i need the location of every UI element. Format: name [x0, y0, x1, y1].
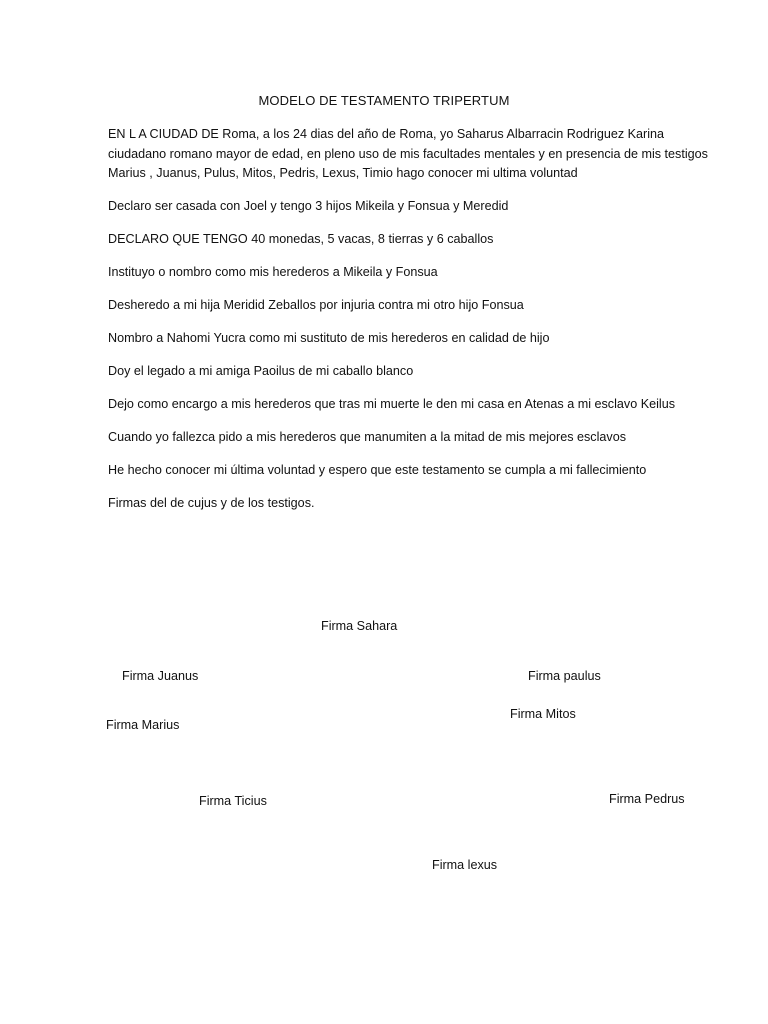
- paragraph-disinheritance: Desheredo a mi hija Meridid Zeballos por injuria contra mi otro hijo Fonsua: [108, 298, 524, 312]
- signature-pedrus: Firma Pedrus: [609, 792, 685, 806]
- paragraph-marriage: Declaro ser casada con Joel y tengo 3 hijos Mikeila y Fonsua y Meredid: [108, 199, 509, 213]
- paragraph-assets: DECLARO QUE TENGO 40 monedas, 5 vacas, 8 tierras y 6 caballos: [108, 232, 494, 246]
- document-body: [108, 125, 708, 527]
- paragraph-signatures-heading: Firmas del de cujus y de los testigos.: [108, 496, 315, 510]
- signature-paulus: Firma paulus: [528, 669, 601, 683]
- signature-mitos: Firma Mitos: [510, 707, 576, 721]
- signature-lexus: Firma lexus: [432, 858, 498, 872]
- signature-sahara: Firma Sahara: [321, 619, 398, 633]
- paragraph-last-will: He hecho conocer mi última voluntad y espero que este testamento se cumpla a mi fallecimiento: [108, 463, 647, 477]
- signature-juanus: Firma Juanus: [122, 669, 199, 683]
- paragraph-intro: EN L A CIUDAD DE Roma, a los 24 dias del año de Roma, yo Saharus Albarracin Rodriguez Karina ciudadano romano mayor de edad, en pleno uso de mis facultades mentales y en presencia de mis testigos Marius , Juanus, Pulus, Mitos, Pedris, Lexus, Timio hago conocer mi ultima voluntad: [108, 127, 708, 180]
- paragraph-manumission: Cuando yo fallezca pido a mis herederos que manumiten a la mitad de mis mejores esclavos: [108, 430, 627, 444]
- signature-marius: Firma Marius: [106, 718, 180, 732]
- signature-ticius: Firma Ticius: [199, 794, 267, 808]
- paragraph-legacy: Doy el legado a mi amiga Paoilus de mi caballo blanco: [108, 364, 414, 378]
- document-title: MODELO DE TESTAMENTO TRIPERTUM: [258, 93, 510, 108]
- paragraph-substitute: Nombro a Nahomi Yucra como mi sustituto de mis herederos en calidad de hijo: [108, 331, 550, 345]
- paragraph-heirs: Instituyo o nombro como mis herederos a Mikeila y Fonsua: [108, 265, 438, 279]
- paragraph-charge: Dejo como encargo a mis herederos que tras mi muerte le den mi casa en Atenas a mi esclavo Keilus: [108, 397, 675, 411]
